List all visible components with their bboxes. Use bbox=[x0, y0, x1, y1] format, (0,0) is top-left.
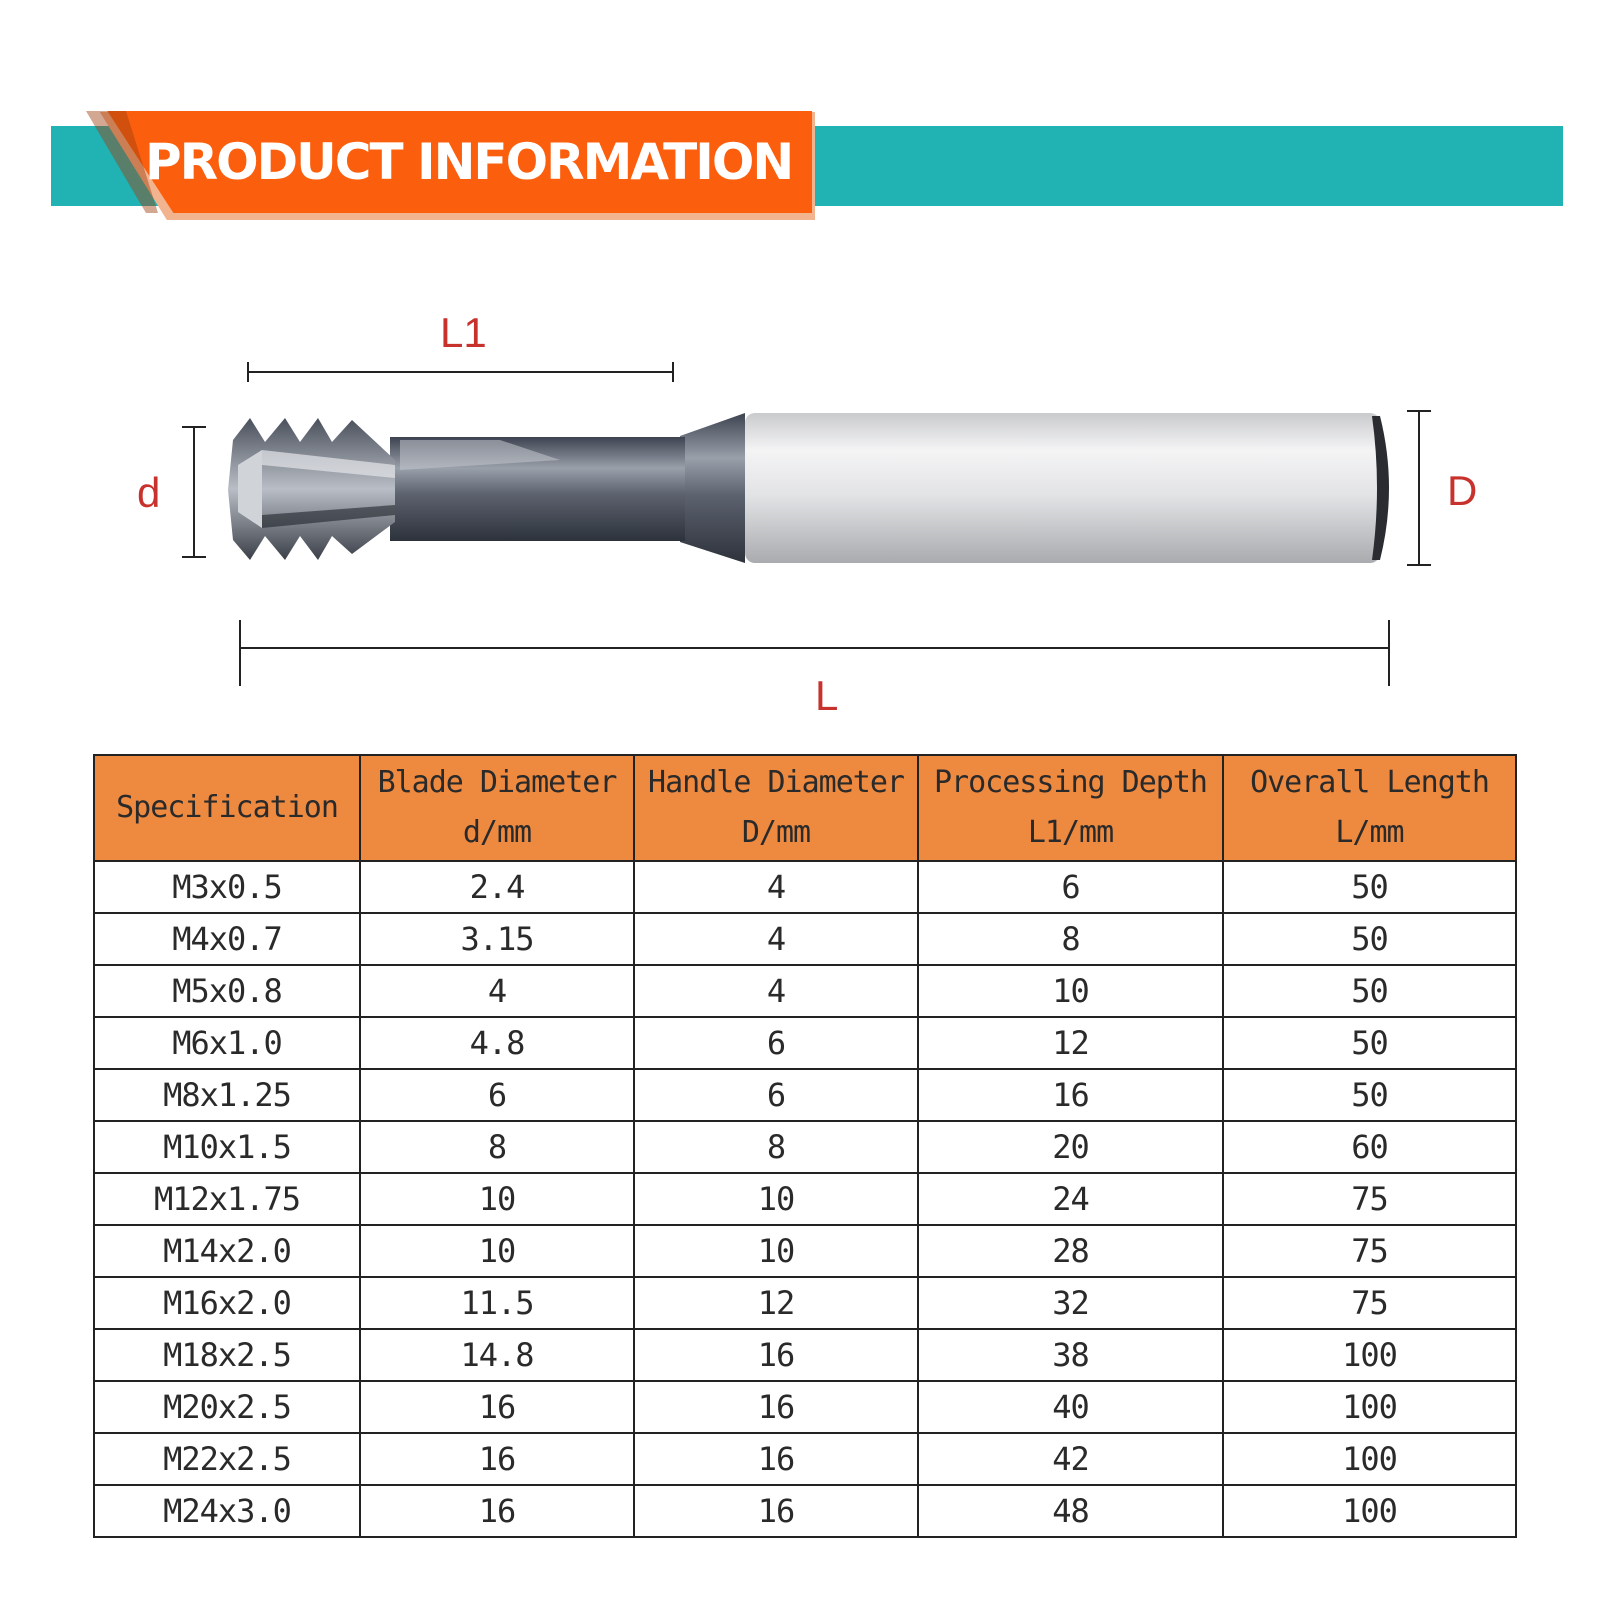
cell-blade-diameter: 10 bbox=[360, 1225, 634, 1277]
cell-handle-diameter: 6 bbox=[634, 1017, 918, 1069]
cell-handle-diameter: 10 bbox=[634, 1173, 918, 1225]
cell-specification: M18x2.5 bbox=[94, 1329, 360, 1381]
cell-overall-length: 100 bbox=[1223, 1485, 1516, 1537]
cell-processing-depth: 8 bbox=[918, 913, 1223, 965]
cell-blade-diameter: 11.5 bbox=[360, 1277, 634, 1329]
cell-processing-depth: 28 bbox=[918, 1225, 1223, 1277]
cell-processing-depth: 42 bbox=[918, 1433, 1223, 1485]
taper bbox=[680, 413, 745, 563]
table-row bbox=[94, 1017, 1516, 1069]
cell-specification: M6x1.0 bbox=[94, 1017, 360, 1069]
header-processing-depth: Processing Depth L1/mm bbox=[918, 755, 1223, 861]
cell-blade-diameter: 8 bbox=[360, 1121, 634, 1173]
cell-overall-length: 100 bbox=[1223, 1329, 1516, 1381]
thread-mill-drawing bbox=[0, 300, 1601, 720]
l1-label: L1 bbox=[440, 309, 487, 356]
shank bbox=[745, 413, 1389, 563]
d-dimension bbox=[182, 427, 206, 557]
cell-processing-depth: 40 bbox=[918, 1381, 1223, 1433]
cell-specification: M10x1.5 bbox=[94, 1121, 360, 1173]
cell-specification: M16x2.0 bbox=[94, 1277, 360, 1329]
cell-handle-diameter: 16 bbox=[634, 1433, 918, 1485]
cell-handle-diameter: 4 bbox=[634, 913, 918, 965]
cell-overall-length: 75 bbox=[1223, 1173, 1516, 1225]
table-row bbox=[94, 1121, 1516, 1173]
cell-processing-depth: 10 bbox=[918, 965, 1223, 1017]
cell-specification: M12x1.75 bbox=[94, 1173, 360, 1225]
banner-title: PRODUCT INFORMATION bbox=[145, 133, 793, 191]
cell-specification: M24x3.0 bbox=[94, 1485, 360, 1537]
tool-diagram bbox=[0, 300, 1601, 720]
cutting-head bbox=[228, 418, 395, 560]
cell-blade-diameter: 4.8 bbox=[360, 1017, 634, 1069]
cell-handle-diameter: 8 bbox=[634, 1121, 918, 1173]
cell-blade-diameter: 2.4 bbox=[360, 861, 634, 913]
cell-processing-depth: 48 bbox=[918, 1485, 1223, 1537]
cell-handle-diameter: 4 bbox=[634, 861, 918, 913]
big-d-dimension bbox=[1407, 411, 1431, 565]
cell-handle-diameter: 16 bbox=[634, 1381, 918, 1433]
cell-specification: M14x2.0 bbox=[94, 1225, 360, 1277]
cell-handle-diameter: 16 bbox=[634, 1485, 918, 1537]
cell-handle-diameter: 10 bbox=[634, 1225, 918, 1277]
cell-overall-length: 50 bbox=[1223, 861, 1516, 913]
cell-specification: M20x2.5 bbox=[94, 1381, 360, 1433]
cell-processing-depth: 38 bbox=[918, 1329, 1223, 1381]
cell-processing-depth: 20 bbox=[918, 1121, 1223, 1173]
cell-overall-length: 100 bbox=[1223, 1381, 1516, 1433]
cell-specification: M5x0.8 bbox=[94, 965, 360, 1017]
header-overall-length: Overall Length L/mm bbox=[1223, 755, 1516, 861]
table-row bbox=[94, 1433, 1516, 1485]
l1-dimension bbox=[248, 362, 673, 382]
table-row bbox=[94, 1173, 1516, 1225]
table-row bbox=[94, 1381, 1516, 1433]
cell-blade-diameter: 16 bbox=[360, 1433, 634, 1485]
table-header-row bbox=[94, 755, 1516, 861]
cell-specification: M3x0.5 bbox=[94, 861, 360, 913]
spec-table bbox=[93, 754, 1517, 1538]
table-row bbox=[94, 913, 1516, 965]
cell-overall-length: 50 bbox=[1223, 1017, 1516, 1069]
cell-handle-diameter: 4 bbox=[634, 965, 918, 1017]
cell-handle-diameter: 16 bbox=[634, 1329, 918, 1381]
d-label: d bbox=[137, 469, 161, 516]
cell-processing-depth: 32 bbox=[918, 1277, 1223, 1329]
table-row bbox=[94, 1225, 1516, 1277]
cell-processing-depth: 16 bbox=[918, 1069, 1223, 1121]
cell-blade-diameter: 10 bbox=[360, 1173, 634, 1225]
table-row bbox=[94, 1329, 1516, 1381]
cell-overall-length: 50 bbox=[1223, 965, 1516, 1017]
table-row bbox=[94, 1069, 1516, 1121]
table-row bbox=[94, 861, 1516, 913]
cell-blade-diameter: 16 bbox=[360, 1381, 634, 1433]
cell-blade-diameter: 16 bbox=[360, 1485, 634, 1537]
cell-processing-depth: 24 bbox=[918, 1173, 1223, 1225]
cell-blade-diameter: 3.15 bbox=[360, 913, 634, 965]
table-row bbox=[94, 965, 1516, 1017]
cell-processing-depth: 6 bbox=[918, 861, 1223, 913]
table-row bbox=[94, 1485, 1516, 1537]
cell-overall-length: 50 bbox=[1223, 913, 1516, 965]
cell-specification: M4x0.7 bbox=[94, 913, 360, 965]
cell-overall-length: 60 bbox=[1223, 1121, 1516, 1173]
header-handle-diameter: Handle Diameter D/mm bbox=[634, 755, 918, 861]
cell-overall-length: 100 bbox=[1223, 1433, 1516, 1485]
table-row bbox=[94, 1277, 1516, 1329]
cell-blade-diameter: 6 bbox=[360, 1069, 634, 1121]
big-d-label: D bbox=[1447, 467, 1478, 514]
l-label: L bbox=[815, 672, 839, 719]
cell-processing-depth: 12 bbox=[918, 1017, 1223, 1069]
cell-blade-diameter: 4 bbox=[360, 965, 634, 1017]
header-specification: Specification bbox=[94, 755, 360, 861]
cell-specification: M22x2.5 bbox=[94, 1433, 360, 1485]
cell-specification: M8x1.25 bbox=[94, 1069, 360, 1121]
header-blade-diameter: Blade Diameter d/mm bbox=[360, 755, 634, 861]
cell-overall-length: 75 bbox=[1223, 1225, 1516, 1277]
cell-overall-length: 50 bbox=[1223, 1069, 1516, 1121]
cell-handle-diameter: 12 bbox=[634, 1277, 918, 1329]
cell-overall-length: 75 bbox=[1223, 1277, 1516, 1329]
cell-handle-diameter: 6 bbox=[634, 1069, 918, 1121]
cell-blade-diameter: 14.8 bbox=[360, 1329, 634, 1381]
